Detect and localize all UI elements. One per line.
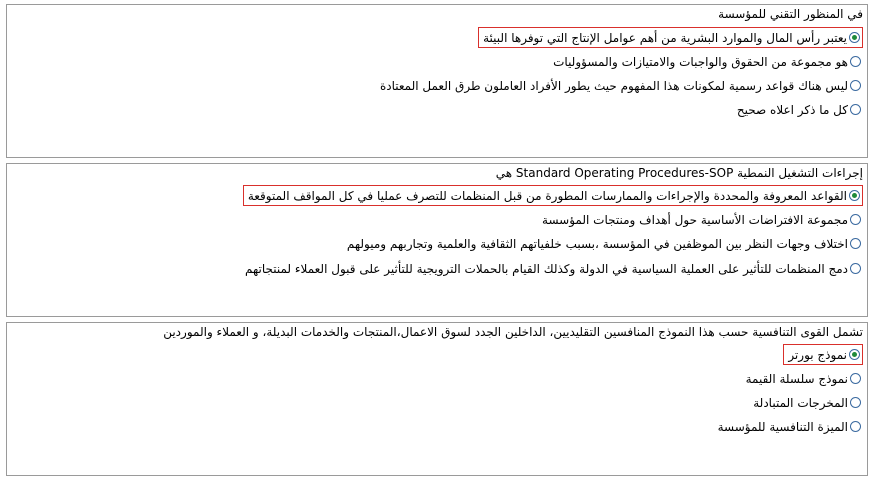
answer-option-3-4[interactable] bbox=[718, 418, 861, 435]
answer-option-2-1[interactable] bbox=[243, 185, 863, 206]
answer-label: هو مجموعة من الحقوق والواجبات والامتيازات والمسؤوليات bbox=[553, 54, 848, 69]
radio-icon[interactable] bbox=[850, 238, 861, 249]
radio-icon[interactable] bbox=[850, 214, 861, 225]
answer-label: القواعد المعروفة والمحددة والإجراءات والممارسات المطورة من قبل المنظمات للتصرف عمليا في كل المواقف المتوقعة bbox=[247, 188, 847, 203]
radio-selected-icon[interactable] bbox=[849, 190, 860, 201]
question-panel-2 bbox=[6, 163, 868, 317]
answer-option-1-1[interactable] bbox=[478, 27, 863, 48]
answer-label: اختلاف وجهات النظر بين الموظفين في المؤسسة ،بسبب خلفياتهم الثقافية والعلمية وتجاربهم وميولهم bbox=[346, 236, 848, 251]
answer-option-1-3[interactable] bbox=[380, 77, 861, 94]
question-title: في المنظور التقني للمؤسسة bbox=[718, 7, 863, 21]
answer-label: نموذج بورتر bbox=[788, 347, 847, 362]
answer-label: دمج المنظمات للتأثير على العملية السياسية في الدولة وكذلك القيام بالحملات الترويجية للتأثير على قبول العملاء لمنتجاتهم bbox=[244, 261, 848, 276]
answer-option-2-4[interactable] bbox=[245, 260, 861, 277]
answer-option-1-2[interactable] bbox=[553, 53, 861, 70]
radio-icon[interactable] bbox=[850, 104, 861, 115]
answer-option-1-4[interactable] bbox=[737, 101, 861, 118]
answer-option-3-3[interactable] bbox=[753, 394, 861, 411]
question-panel-3 bbox=[6, 322, 868, 476]
radio-selected-icon[interactable] bbox=[849, 32, 860, 43]
answer-option-2-2[interactable] bbox=[542, 211, 861, 228]
radio-icon[interactable] bbox=[850, 397, 861, 408]
answer-option-3-1[interactable] bbox=[783, 344, 863, 365]
radio-icon[interactable] bbox=[850, 263, 861, 274]
radio-selected-icon[interactable] bbox=[849, 349, 860, 360]
answer-label: مجموعة الافتراضات الأساسية حول أهداف ومنتجات المؤسسة bbox=[542, 212, 848, 227]
radio-icon[interactable] bbox=[850, 56, 861, 67]
radio-icon[interactable] bbox=[850, 373, 861, 384]
question-panel-1 bbox=[6, 4, 868, 158]
answer-label: الميزة التنافسية للمؤسسة bbox=[717, 419, 848, 434]
radio-icon[interactable] bbox=[850, 80, 861, 91]
answer-label: نموذج سلسلة القيمة bbox=[745, 371, 848, 386]
answer-label: ليس هناك قواعد رسمية لمكونات هذا المفهوم حيث يطور الأفراد العاملون طرق العمل المعتادة bbox=[379, 78, 848, 93]
radio-icon[interactable] bbox=[850, 421, 861, 432]
answer-option-2-3[interactable] bbox=[347, 235, 861, 252]
answer-label: يعتبر رأس المال والموارد البشرية من أهم عوامل الإنتاج التي توفرها البيئة bbox=[483, 30, 847, 45]
answer-option-3-2[interactable] bbox=[746, 370, 861, 387]
question-title: تشمل القوى التنافسية حسب هذا النموذج المنافسين التقليديين، الداخلين الجدد لسوق الاعمال،المنتجات والخدمات البديلة، و العملاء والموردين bbox=[163, 325, 863, 339]
answer-label: كل ما ذكر اعلاه صحيح bbox=[736, 102, 848, 117]
answer-label: المخرجات المتبادلة bbox=[753, 395, 848, 410]
question-title: إجراءات التشغيل النمطية Standard Operating Procedures-SOP هي bbox=[495, 166, 863, 180]
